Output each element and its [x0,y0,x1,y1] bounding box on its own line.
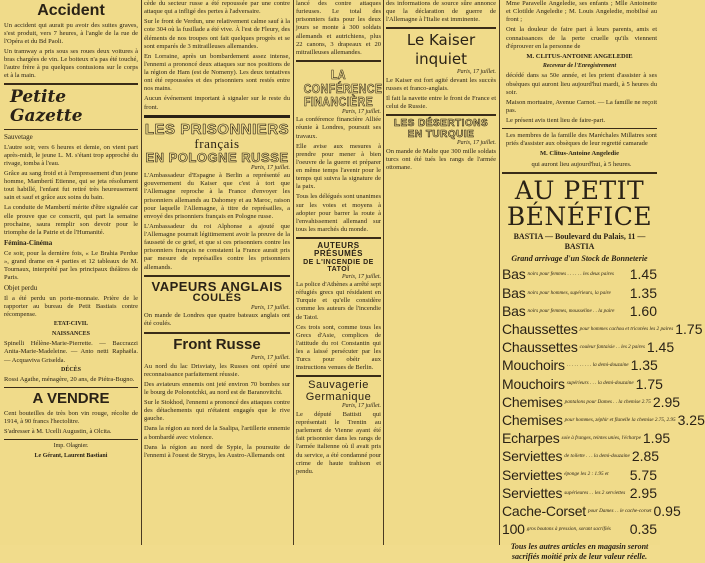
kaiser-headline-2: inquiet [415,49,467,68]
advert-item-name: Mouchoirs [502,375,565,392]
intro-body: lancé des contre attaques furieuses. Le total des prisonniers faits pour les deux jours se monte à 300 soldats allemands et autrichiens, plus 22 canons, 3 drapeaux et 20 mitrailleuses allemandes. [296,0,381,56]
advert-item [502,502,681,521]
vendre-title: A VENDRE [32,390,110,408]
advert-arrival: Grand arrivage d'un Stock de Bonneterie [511,254,648,264]
vendre-body: Cent bouteilles de très bon vin rouge, récolte de 1914, à 90 francs l'hectolitre. [4,409,138,425]
dateline: Paris, 17 juillet. [457,69,496,76]
vendre-body-2: S'adresser à M. Ucelli Augustin, à Olcita. [4,428,112,436]
tatoi-body: La police d'Athènes a arrêté sept réfugiés grecs qui résidaient en Turquie et qu'elle considère comme les auteurs de l'incendie de Tatoï. [296,281,381,321]
front-body-2: Des aviateurs ennemis ont jeté environ 70 bombes sur le bourg de Polonotchki, au nord est de Baranovitchi. [144,380,290,396]
kaiser-headline: Le Kaiser [406,31,476,50]
advert-item-name: Chaussettes [502,321,578,338]
advert-item [502,375,663,393]
dateline: Paris, 17 juillet. [342,403,381,410]
vapeurs-headline: VAPEURS ANGLAIS [151,278,283,294]
thanks-name: M. Clitus-Antoine Angeledie [540,150,619,158]
column-1 [4,0,138,545]
advert-item-price: 0.95 [653,502,681,519]
naissances-heading: NAISSANCES [51,330,90,337]
advert-item-price: 0.35 [629,521,657,538]
front-body: Au nord du lac Drisviaty, les Russes ont opéré une reconnaissance parfaitement réussie. [144,362,290,378]
femina-body: Ce soir, pour la dernière fois, « Le Brahia Perdue », grand drame en 4 parties et 12 tableaux de M. Tournaux, interprété par les principaux théâtres de Paris. [4,249,138,282]
divider [144,275,290,277]
sauvetage-body-2: Grâce au sang froid et à l'empressement d'un jeune homme, Mambertí Etienne, qui se jeta résolument tout habillé, l'enfant fut retiré très heureusement sain et sauf et grâce aux soins du bain. [4,169,138,202]
imprimerie: Imp. Olagnier. [53,443,89,450]
divider [4,83,138,85]
column-3 [296,0,381,545]
kaiser-body: Le Kaiser est fort agité devant les succès russes et franco-anglais. [386,76,496,92]
advert-item-desc: éponge les 2 : 1.95 et [564,471,609,478]
advert-item-name: Bas [502,284,526,301]
notice-body-2: Ont la douleur de faire part à leurs parents, amis et connaissances de la perte cruelle qu'ils viennent d'éprouver en la personne de [506,26,657,50]
heavy-divider [144,115,290,118]
prisonniers-body-2: L'Ambassadeur du roi Alphonse a ajouté que l'Allemagne pourrait légitimement avoir la preuve de la fausseté de ce grief, et que si ces prisonniers contre les prisonniers français ne constatent la France aurait pris par mesure de représailles contre les prisonniers allemands. [144,222,290,271]
advert-item-desc: supérieures . . les 2 serviettes [564,489,626,496]
advert-item-price: 1.35 [629,284,657,301]
notice-body-4: Maison mortuaire, Avenue Carnot. — La famille ne reçoit pas. [506,98,657,114]
advert-item-price: 2.95 [652,393,681,410]
sauvagerie-body: Le député Battisti qui représentait le Trentin au parlement de Vienne ayant été fait prisonnier dans les rangs de l'armée italienne où il avait pris du service, a été condamné pour crime de haute trahison et pendu. [296,410,381,475]
column-5 [502,0,705,562]
advert-item-desc: de toilette . . . la demi-douzaine [564,453,630,460]
sauvetage-body: L'autre soir, vers 6 heures et demie, on vient part après-midi, le jeune L. M. s'étant trop approché du rivage, tomba à l'eau. [4,143,138,167]
advert-item-price: 1.45 [629,266,657,283]
intro-body-3: En Lorraine, après un bombardement assez intense, l'ennemi a prononcé deux attaques sur nos positions de la région de Ham (est de Nomeny). Les deux tentatives ont été repoussées et des prisonniers sont restés entre nos mains. [144,52,290,93]
advert-item [502,393,681,411]
advert-item-desc: noirs pour femmes, mousseline . . la paire [527,307,615,314]
dateline: Paris, 17 juillet. [342,108,381,115]
advert-item-price: 1.95 [642,430,671,447]
column-rule [383,0,384,545]
advert-item-name: Bas [502,266,526,283]
intro-body: cède du secteur russe a été repoussée par une contre attaque qui a infligé des pertes à l'adversaire. [144,0,290,16]
conference-headline: LA CONFÉRENCE [303,66,383,96]
deceased-role: Receveur de l'Enregistrement [542,62,617,69]
divider [502,128,657,129]
etat-civil-heading: ETAT-CIVIL [53,321,89,328]
divider [386,27,496,29]
advert-item [502,357,657,375]
divider [296,375,381,377]
advert-item [502,521,657,539]
advert-item-name: Chaussettes [502,339,578,356]
thanks-body: Les membres de la famille des Maréchales Millatres sont priés d'assister aux obsèques de leur regretté camarade [506,132,657,148]
advert-item [502,411,705,430]
advert-item [502,303,657,321]
column-4 [386,0,496,545]
advert-item-desc: pour hommes cachou et tricotées les 2 paires [579,325,674,332]
advert-item-name: Serviettes [502,466,563,483]
divider [4,387,138,388]
front-body-5: Dans la région au nord de Sypie, la poursuite de l'ennemi à l'ouest de Stryps, les Austro-Allemands ont [144,443,290,459]
sauvagerie-headline-2: Germanique [305,390,372,403]
divider [296,60,381,62]
naissances-body: Spinelli Hélène-Marie-Pierrette. — Baccrazzi Anita-Marie-Madeleine. — Anto netti Raphaëla. — Acquaviva Griselda. [4,340,138,364]
prisonniers-headline: LES PRISONNIERS [144,120,290,138]
advert-item-desc: pour Dames . . le cache-corset [587,507,652,514]
advert-item-price: 2.85 [631,448,660,465]
conference-headline-2: FINANCIÈRE [303,94,374,110]
accident-body-2: Un tramway a pris sous ses roues deux voitures à bras chargées de vin. Le boiteux n'a pas été touché, l'autre frère à pu quelques contusions sur le corps et à la main. [4,47,138,80]
front-body-3: Sur le Stokhod, l'ennemi a prononcé des attaques contre des détachements qui n'étaient engagés que le rive gauche. [144,399,290,423]
advert-item-name: Chemises [502,393,563,410]
advert-item-price: 3.25 [677,411,705,428]
sauvagerie-headline: Sauvagerie [308,379,369,392]
front-russe-title: Front Russe [173,335,261,353]
advert-item-desc: pantalons pour Dames . . la chemise 2.75 [564,398,651,405]
desertions-headline: LES DÉSERTIONS [393,118,489,130]
objet-heading: Objet perdu [4,284,38,293]
advert-item [502,448,660,466]
gazette-title: Petite Gazette [10,87,83,127]
tatoi-headline: AUTEURS PRÉSUMÉS [314,241,363,259]
conference-body-2: Elle avise aux mesures à prendre pour mener à bien l'oeuvre de la guerre et préparer en même temps l'avenir pour le temps qui suivra la signature de la paix. [296,142,381,191]
dateline: Paris, 17 juillet. [251,304,290,311]
column-2 [144,0,290,545]
advert-item [502,430,671,448]
notice-body-5: Le présent avis tient lieu de faire-part. [506,117,606,124]
advert-item-desc: gros boutons à pression, sorant sacrifiés [526,525,611,532]
column-rule [141,0,142,545]
advert-item-name: Serviettes [502,484,563,501]
advert-item-desc: soie à franges, teintes unies, l'écharpe [561,435,641,442]
objet-body: Il a été perdu un porte-monnaie. Prière de le rapporter au bureau de Petit Bastiais contre récompense. [4,294,138,319]
prisonniers-body: L'Ambassadeur d'Espagne à Berlin a représenté au gouvernement du Kaiser que c'est à tort que l'Allemagne reproche à la France d'envoyer les prisonniers allemands au Dahomey et au Maroc, raison pour laquelle l'Allemagne, à titre de représailles, a envoyé des prisonniers français en Pologne russe. [144,172,290,220]
divider [502,172,657,174]
kaiser-body-2: Il fait la navette entre le front de France et celui de Russie. [386,95,496,111]
deces-heading: DÉCÈS [60,366,81,373]
advert-item [502,284,657,302]
advert-item-desc: noirs pour hommes, supérieurs, la paire [527,289,611,296]
intro-body: des informations de source sûre annonce que la déclaration de guerre de l'Allemagne à l'Italie est imminente. [386,0,496,24]
advert-item-desc: supérieurs . . . la demi-douzaine [566,380,634,387]
advert-item [502,466,657,484]
advert-item-desc: . . . . . . . . . . la demi-douzaine [566,362,629,369]
column-rule [293,0,294,545]
advert-item [502,484,657,502]
sauvetage-body-3: La conduite de Mambertí mérite d'être signalée car elle prouve que ce conscrit, qui part la semaine prochaine, saura remplir son devoir pour le triomphe de la Patrie et de l'Humanité. [4,204,138,236]
advert-address: BASTIA — Boulevard du Palais, 11 — BASTIA [513,232,646,252]
thanks-end: qui auront lieu aujourd'hui, à 5 heures. [531,160,632,168]
notice-body: Mme Paravelle Angeledie, ses enfants ; Mlle Antoinette et Clotilde Angeledie ; M. Louis Angeledie, mobilisé au front ; [506,0,657,24]
intro-body-2: Sur le front de Verdun, une relativement calme sauf à la cote 304 où la fusillade a été vive. À l'est de Fleury, des éléments de nos troupes ont fait quelques progrès et se sont emparés de 3 mitrailleuses allemandes. [144,18,290,50]
advert-item-name: Echarpes [502,430,560,447]
divider [386,114,496,116]
divider [144,332,290,334]
advert-item-desc: couleur fantaisie . . les 2 paires [579,344,645,351]
column-rule [499,0,500,545]
dateline: Paris, 17 juillet. [457,140,496,147]
accident-body: Un accident qui aurait pu avoir des suites graves, s'est produit, vers 7 heures, à l'angle de la rue de l'Opéra et du Bd Paoli. [4,21,138,45]
advert-item [502,339,675,357]
advert-item-desc: noirs pour femmes . . . . . . les deux paires [527,271,614,278]
vapeurs-headline-2: COULÉS [192,292,242,305]
advert-item-name: Serviettes [502,448,563,465]
desertions-headline-2: EN TURQUIE [407,128,475,140]
accident-title: Accident [37,2,105,19]
advert-item-price: 5.75 [629,466,657,483]
vapeurs-body: On mande de Londres que quatre bateaux anglais ont été coulés. [144,312,290,328]
divider [4,129,138,130]
advert-footer: Tous les autres articles en magasin seront sacrifiés moitié prix de leur valeur réelle. [510,541,649,562]
advert-item-name: Mouchoirs [502,357,565,374]
conference-body: La conférence financière Alliée réunie à Londres, poursuit ses travaux. [296,116,381,140]
divider [296,237,381,239]
gerant: Le Gérant, Laurent Bastiani [34,452,108,459]
advert-item-name: Cache-Corset [502,502,586,519]
advert-item-price: 1.35 [630,357,658,374]
advert-title: AU PETIT BÉNÉFICE [506,175,653,231]
advert-item-desc: pour hommes, zéphir et flanelle la chemise 2.75, 2.95 [564,416,676,423]
advert-item-price: 1.75 [675,321,703,338]
advert-item-name: Chemises [502,411,563,428]
prisonniers-headline-3: EN POLOGNE RUSSE [145,150,289,166]
intro-body-4: Aucun événement important à signaler sur le reste du front. [144,95,290,111]
advert-item-name: 100 [502,521,525,538]
desertions-body: On mande de Malte que 300 mille soldats turcs ont été tués les rangs de l'armée ottomane. [386,147,496,172]
front-body-4: Dans la région au nord de la Ssalipa, l'artillerie ennemie a bombardé avec violence. [144,425,290,441]
advert-item-price: 1.60 [629,302,657,319]
conference-body-3: Tous les délégués sont unanimes sur les voies et moyens à adopter pour barrer la route à l'envahissement allemand sur tous les marchés du monde. [296,193,381,233]
prisonniers-headline-2: français [194,136,240,152]
tatoi-body-2: Ces trois sont, comme tous les Grecs d'Asie, complices de l'attitude du roi Constantin qui les a laissé persécuter par les Turcs pour obéir aux instructions venues de Berlin. [296,323,381,372]
advert-item [502,266,657,284]
advert-item [502,321,703,339]
deceased-name: M. CLITUS-ANTOINE ANGELEDIE [526,52,633,60]
advert-item-price: 1.75 [635,375,663,392]
tatoi-headline-2: DE L'INCENDIE DE TATOÏ [303,258,374,274]
sauvetage-heading: Sauvetage [4,132,33,141]
divider [4,439,138,440]
dateline: Paris, 17 juillet. [342,273,381,280]
femina-heading: Fémina-Cinéma [4,238,53,247]
dateline: Paris, 17 juillet. [251,355,290,362]
notice-body-3: décédé dans sa 50e année, et les prient d'assister à ses obsèques qui auront lieu aujourd'hui mardi, à 5 heures du soir. [506,72,657,96]
advert-item-price: 2.95 [629,484,657,501]
deces-body: Rossi Agathe, ménagère, 20 ans, de Piétra-Bugno. [4,376,135,384]
advert-item-price: 1.45 [646,339,675,356]
dateline: Paris, 17 juillet. [251,164,290,171]
advert-price-list [502,266,705,539]
advert-item-name: Bas [502,302,526,319]
